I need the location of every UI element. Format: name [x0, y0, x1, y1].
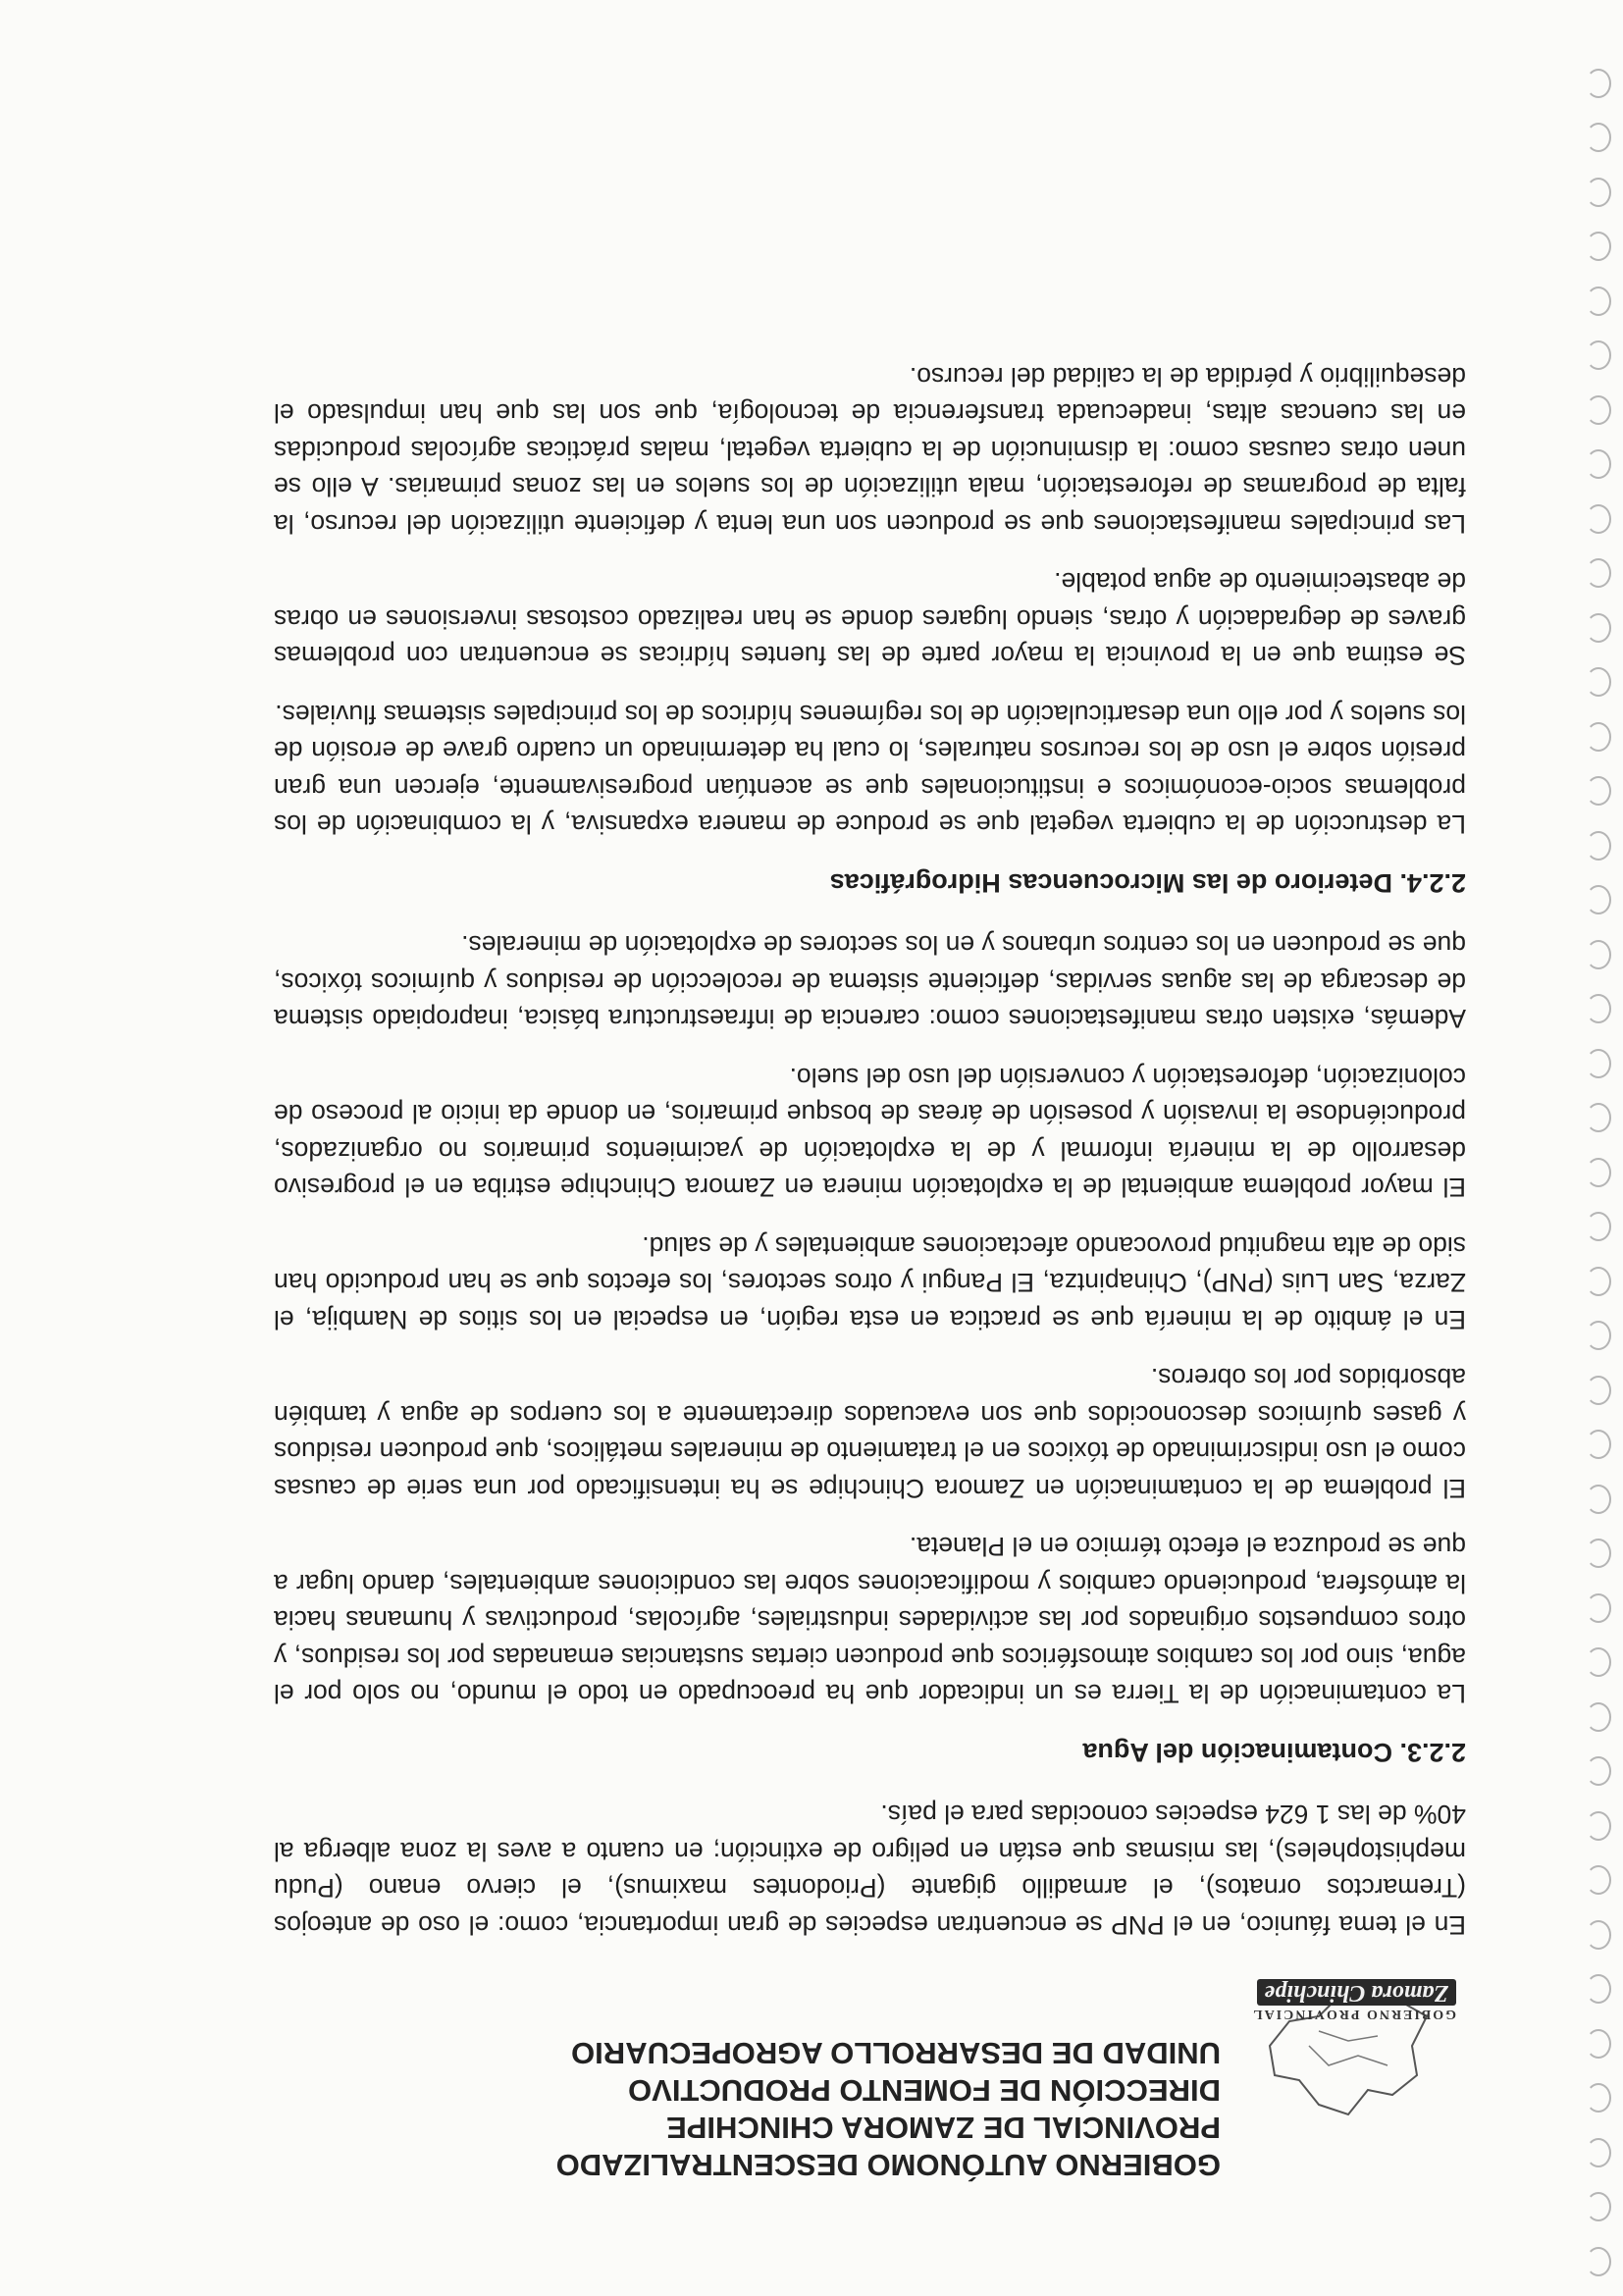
binding-hole: [1586, 2247, 1611, 2276]
binding-hole: [1586, 341, 1611, 371]
binding-hole: [1586, 940, 1611, 969]
binding-hole: [1586, 178, 1611, 207]
binding-hole: [1586, 1866, 1611, 1896]
binding-hole: [1586, 613, 1611, 643]
binding-hole: [1586, 2029, 1611, 2059]
binding-hole: [1586, 2084, 1611, 2113]
binding-hole: [1586, 1267, 1611, 1296]
binding-hole: [1586, 559, 1611, 589]
logo-caption-line-2: Zamora Chinchipe: [1257, 1979, 1456, 2006]
binding-hole: [1586, 1757, 1611, 1787]
paragraph-manifestaciones: Además, existen otras manifestaciones como: carencia de infraestructura básica, inapropiado sistema de descarga de las aguas servidas, deficiente sistema de recolección de residuos y químicos tóxicos, que se producen en los centros urbanos y en los sectores de explotación de minerales.: [274, 930, 1466, 1034]
binding-hole: [1586, 1648, 1611, 1678]
paragraph-fuentes-hidricas: Se estima que en la provincia la mayor parte de las fuentes hídricas se encuentran con problemas graves de degradación y otras, siendo lugares donde se han realizado costosas inversiones en obras de abastecimiento de agua potable.: [274, 567, 1466, 671]
letterhead-text: [534, 2034, 1221, 2183]
binding-hole: [1586, 233, 1611, 262]
binding-hole: [1586, 1975, 1611, 2005]
letterhead-line-2: PROVINCIAL DE ZAMORA CHINCHIPE: [666, 2111, 1221, 2145]
binding-hole: [1586, 1431, 1611, 1460]
binding-hole: [1586, 69, 1611, 98]
binding-hole: [1586, 886, 1611, 915]
paragraph-contaminacion-zamora: El problema de la contaminación en Zamora Chinchipe se ha intensificado por una serie de causas como el uso indiscriminado de tóxicos en el tratamiento de minerales metálicos, que producen residuos y gases químicos desconocidos que son evacuados directamente a los cuerpos de agua y también absorbidos por los obreros.: [274, 1363, 1466, 1503]
paragraph-fauna: En el tema fáunico, en el PNP se encuentran especies de gran importancia, como: el oso de anteojos (Tremarctos ornatos), el armadillo gigante (Priodontes maximus), el ciervo enano (Pudu mephistopheles), las mismas que están en peligro de extinción; en cuanto a aves la zona alberga al 40% de las 1 624 especies conocidas para el país.: [274, 1800, 1466, 1940]
binding-hole: [1586, 395, 1611, 425]
binding-holes: [1572, 20, 1611, 2276]
binding-hole: [1586, 450, 1611, 480]
binding-hole: [1586, 1376, 1611, 1405]
document-body: [274, 337, 1466, 1944]
section-title-contaminacion: 2.2.3. Contaminación del Agua: [1082, 1738, 1466, 1767]
binding-hole: [1586, 1811, 1611, 1841]
binding-hole: [1586, 831, 1611, 861]
letterhead-line-4: UNIDAD DE DESARROLLO AGROPECUARIO: [571, 2036, 1221, 2070]
binding-hole: [1586, 1539, 1611, 1569]
binding-hole: [1586, 668, 1611, 698]
binding-hole: [1586, 287, 1611, 316]
binding-hole: [1586, 124, 1611, 153]
binding-hole: [1586, 1049, 1611, 1078]
letterhead-line-1: GOBIERNO AUTÓNOMO DESCENTRALIZADO: [555, 2148, 1221, 2182]
binding-hole: [1586, 1485, 1611, 1514]
letterhead: [406, 1957, 1466, 2242]
binding-hole: [1586, 1593, 1611, 1623]
paragraph-destruccion-cubierta: La destrucción de la cubierta vegetal que se produce de manera expansiva, y la combinación de los problemas socio-económicos e institucionales que se acentúan progresivamente, ejercen una gran presión sobre el uso de los recursos naturales, lo cual ha determinado un cuadro grave de erosión de los suelos y por ello una desarticulación de los regímenes hídricos de los principales sistemas fluviales.: [274, 700, 1466, 840]
paragraph-principales-manifestaciones: Las principales manifestaciones que se producen son una lenta y deficiente utilización del recurso, la falta de programas de reforestación, mala utilización de los suelos en las zonas primarias. A ello se unen otras causas como: la disminución de la cubierta vegetal, malas prácticas agrícolas producidas en las cuencas altas, inadecuada transferencia de tecnología, que son las que han impulsado el desequilibrio y pérdida de la calidad del recurso.: [274, 362, 1466, 539]
binding-hole: [1586, 504, 1611, 534]
letterhead-line-3: DIRECCIÓN DE FOMENTO PRODUCTIVO: [628, 2073, 1221, 2108]
binding-hole: [1586, 1702, 1611, 1732]
binding-hole: [1586, 1104, 1611, 1133]
binding-hole: [1586, 2193, 1611, 2222]
paragraph-contaminacion-tierra: La contaminación de la Tierra es un indicador que ha preocupado en todo el mundo, no solo por el agua, sino por los cambios atmosféricos que producen ciertas sustancias emanadas por los residuos, y otros compuestos originados por las actividades industriales, agrícolas, productivas y humanas hacia la atmósfera, produciendo cambios y modificaciones sobre las condiciones ambientales, dando lugar a que se produzca el efecto térmico en el Planeta.: [274, 1532, 1466, 1709]
binding-hole: [1586, 1158, 1611, 1187]
binding-hole: [1586, 1213, 1611, 1242]
paragraph-problema-ambiental: El mayor problema ambiental de la explotación minera en Zamora Chinchipe estriba en el progresivo desarrollo de la minería informal y de la explotación de yacimientos primarios no organizados, produciéndose la invasión y posesión de áreas de bosque primarios, en donde da inicio al proceso de colonización, deforestación y conversión del uso del suelo.: [274, 1063, 1466, 1203]
binding-hole: [1586, 777, 1611, 807]
logo-caption: [1221, 1979, 1456, 2021]
binding-hole: [1586, 1322, 1611, 1351]
section-title-microcuencas: 2.2.4. Deterioro de las Microcuencas Hidrográficas: [829, 868, 1466, 898]
binding-hole: [1586, 2138, 1611, 2167]
binding-hole: [1586, 722, 1611, 752]
binding-hole: [1586, 995, 1611, 1024]
paragraph-mineria: En el ámbito de la minería que se practica en esta región, en especial en los sitios de Nambija, el Zarza, San Luis (PNP), Chinapintza, El Pangui y otros sectores, los efectos que se han producido han sido de alta magnitud provocando afectaciones ambientales y de salud.: [274, 1231, 1466, 1334]
logo-caption-line-1: GOBIERNO PROVINCIAL: [1251, 2007, 1456, 2021]
binding-hole: [1586, 1920, 1611, 1950]
